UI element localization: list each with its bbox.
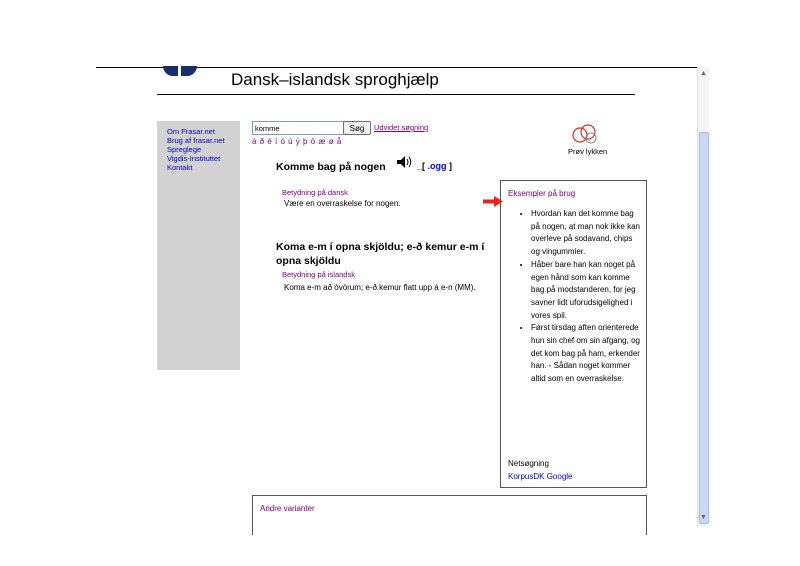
luck-icon[interactable] [570,122,600,146]
example-item: • Håber bare han kan noget på egen hånd som kan komme bag på modstanderen, for jeg savner lidt uforudsigelighed i vores spil. [531,259,641,323]
ogg-open-bracket: _[ [417,161,426,171]
example-item: • Først tirsdag aften orienterede hun sin chef om sin afgang, og det kom bag på ham, erkender han. - Sådan noget kommer altid som en overraskelse. [531,322,641,386]
net-search-links [508,472,573,481]
ogg-audio-link[interactable]: .ogg [427,161,447,171]
variants-panel [252,495,647,535]
net-search-label: Netsøgning [508,459,549,468]
danish-meaning: Være en overraskelse for nogen. [284,199,401,208]
scrollbar-thumb[interactable] [699,132,709,524]
sidebar-item-about[interactable]: Om Frasar.net [167,127,215,136]
sidebar-item-vigdis-institute[interactable]: Vigdis-Instituttet [167,154,221,163]
variants-heading[interactable]: Andre varianter [260,504,315,513]
title-divider [157,94,635,95]
examples-panel [500,180,647,488]
sidebar-item-usage[interactable]: Brug af frasar.net [167,136,225,145]
vertical-scrollbar[interactable] [697,67,709,526]
examples-heading: Eksempler på brug [508,189,576,198]
phrase-heading: Komme bag på nogen [276,161,386,173]
icelandic-meaning-label: Betydning på islandsk [282,270,355,279]
icelandic-phrase-heading: Koma e-m í opna skjöldu; e-ð kemur e-m í opna skjöldu [276,241,485,267]
icelandic-meaning: Koma e-m að óvörum; e-ð kemur flatt upp á e-n (MM). [284,283,476,292]
ogg-audio-link-wrapper [417,161,452,171]
sidebar [157,121,240,370]
scroll-down-arrow-icon[interactable]: ▼ [700,514,707,521]
try-luck-label[interactable]: Prøv lykken [568,147,608,156]
examples-list [501,208,641,386]
google-link[interactable]: Google [546,472,573,481]
ogg-close-bracket: ] [449,161,453,171]
search-input[interactable] [252,121,344,135]
sidebar-item-contact[interactable]: Kontakt [167,163,193,172]
example-item: • Hvordan kan det komme bag på nogen, at man nok ikke kan overleve på sodavand, chips og vingummier. [531,208,641,259]
globe-logo-icon [163,66,197,76]
search-button[interactable]: Søg [343,121,371,135]
special-characters[interactable]: á ð é í ó ú ý þ ö æ ø å [252,137,342,146]
advanced-search-link[interactable]: Udvidet søgning [374,123,429,132]
korpusdk-link[interactable]: KorpusDK [508,472,545,481]
danish-meaning-label: Betydning på dansk [282,188,348,197]
sidebar-item-games[interactable]: Spreglege [167,145,202,154]
speaker-icon[interactable] [396,155,414,169]
scroll-up-arrow-icon[interactable]: ▲ [700,70,707,77]
page-title: Dansk–islandsk sproghjælp [231,70,439,89]
